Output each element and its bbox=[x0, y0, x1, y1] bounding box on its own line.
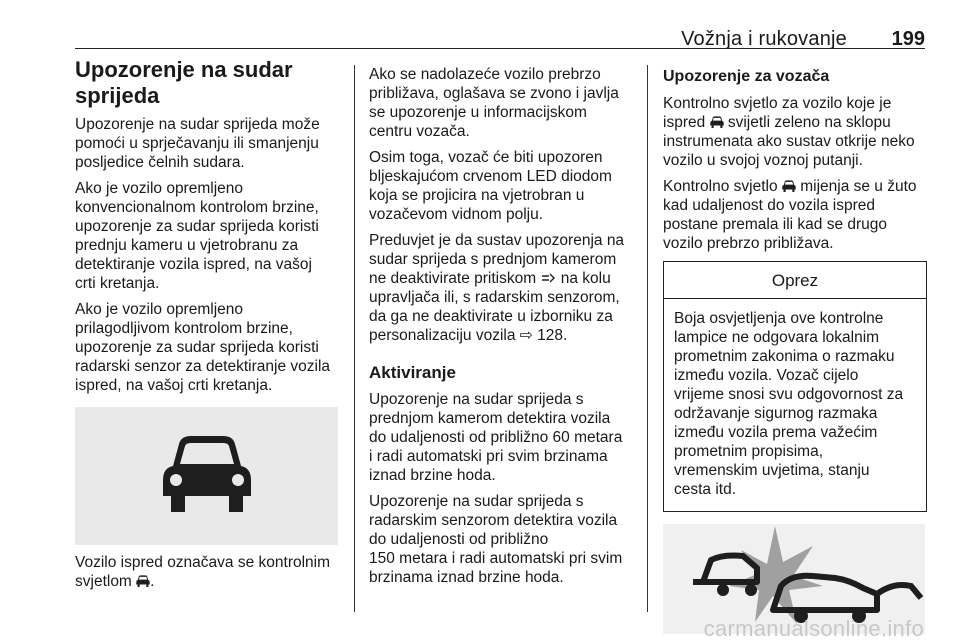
page-reference: 128. bbox=[537, 327, 568, 344]
caution-title: Oprez bbox=[664, 262, 926, 299]
header-divider bbox=[75, 48, 925, 49]
section-heading: Upozorenje na sudar sprijeda bbox=[75, 57, 293, 108]
watermark: carmanualsonline.info bbox=[703, 616, 924, 641]
precondition-paragraph: Preduvjet je da sustav upozorenja na sudar sprijeda s prednjom kamerom ne deaktivirate pritiskom na kolu upravljača ili, s radarskim senzorom, da ga ne deaktivirate u izborniku za personalizaciju vozila ⇨ 128. bbox=[369, 232, 625, 344]
collision-alert-button-icon bbox=[540, 271, 556, 285]
vehicle-ahead-icon bbox=[710, 116, 724, 129]
activation-heading: Aktiviranje bbox=[369, 363, 456, 382]
radar-range-paragraph: Upozorenje na sudar sprijeda s radarskim senzorom detektira vozila do udaljenosti od približno 150 metara i radi automatski pri svim brzinama iznad brzine hoda. bbox=[369, 493, 623, 586]
page-header bbox=[75, 28, 925, 50]
indicator-paragraph: Vozilo ispred označava se kontrolnim svjetlom . bbox=[75, 554, 331, 590]
vehicle-ahead-icon bbox=[782, 180, 796, 193]
caution-box bbox=[663, 261, 927, 512]
camera-range-paragraph: Upozorenje na sudar sprijeda s prednjom kamerom detektira vozila do udaljenosti od približno 60 metara i radi automatski pri svim brzinama iznad brzine hoda. bbox=[369, 391, 623, 484]
vehicle-ahead-illustration bbox=[75, 407, 338, 545]
green-light-paragraph: Kontrolno svjetlo za vozilo koje je ispred svijetli zeleno na sklopu instrumenata ako sustav otkrije neko vozilo u svojoj voznoj putanji. bbox=[663, 95, 915, 169]
camera-paragraph: Ako je vozilo opremljeno konvencionalnom kontrolom brzine, upozorenje za sudar sprijeda koristi prednju kameru u vjetrobranu za detektiranje vozila ispred, na vašoj crti kretanja. bbox=[75, 180, 319, 292]
vehicle-ahead-icon bbox=[161, 434, 253, 518]
driver-warning-heading: Upozorenje za vozača bbox=[663, 68, 830, 85]
vehicle-ahead-icon bbox=[136, 575, 150, 588]
column-1 bbox=[75, 55, 343, 598]
column-divider-2 bbox=[647, 65, 648, 612]
yellow-light-paragraph: Kontrolno svjetlo mijenja se u žuto kad udaljenost do vozila ispred postane premala ili kad se drugo vozilo prebrzo približava. bbox=[663, 178, 917, 252]
radar-paragraph: Ako je vozilo opremljeno prilagodljivom kontrolom brzine, upozorenje za sudar sprijeda koristi radarski senzor za detektiranje vozila ispred, na vašoj crti kretanja. bbox=[75, 301, 331, 394]
column-2 bbox=[369, 65, 637, 594]
led-paragraph: Osim toga, vozač će biti upozoren bljeskajućom crvenom LED diodom koja se projicira na vjetrobran u vozačevom vidnom polju. bbox=[369, 149, 612, 223]
caution-text: Boja osvjetljenja ove kontrolne lampice ne odgovara lokalnim prometnim zakonima o razmaku između vozila. Vozač cijelo vrijeme snosi svu odgovornost za održavanje sigurnog razmaka između vozila prema važećim prometnim propisima, vremenskim uvjetima, stanju cesta itd. bbox=[674, 310, 904, 498]
column-3 bbox=[663, 65, 931, 634]
approach-paragraph: Ako se nadolazeće vozilo prebrzo približava, oglašava se zvono i javlja se upozorenje u informacijskom centru vozača. bbox=[369, 66, 619, 140]
section-title: Vožnja i rukovanje bbox=[681, 28, 847, 50]
page-number: 199 bbox=[891, 28, 925, 50]
intro-paragraph: Upozorenje na sudar sprijeda može pomoći u sprječavanju ili smanjenju posljedice čelnih sudara. bbox=[75, 116, 320, 171]
page-reference-arrow-icon: ⇨ bbox=[519, 327, 533, 344]
column-divider-1 bbox=[354, 65, 355, 612]
